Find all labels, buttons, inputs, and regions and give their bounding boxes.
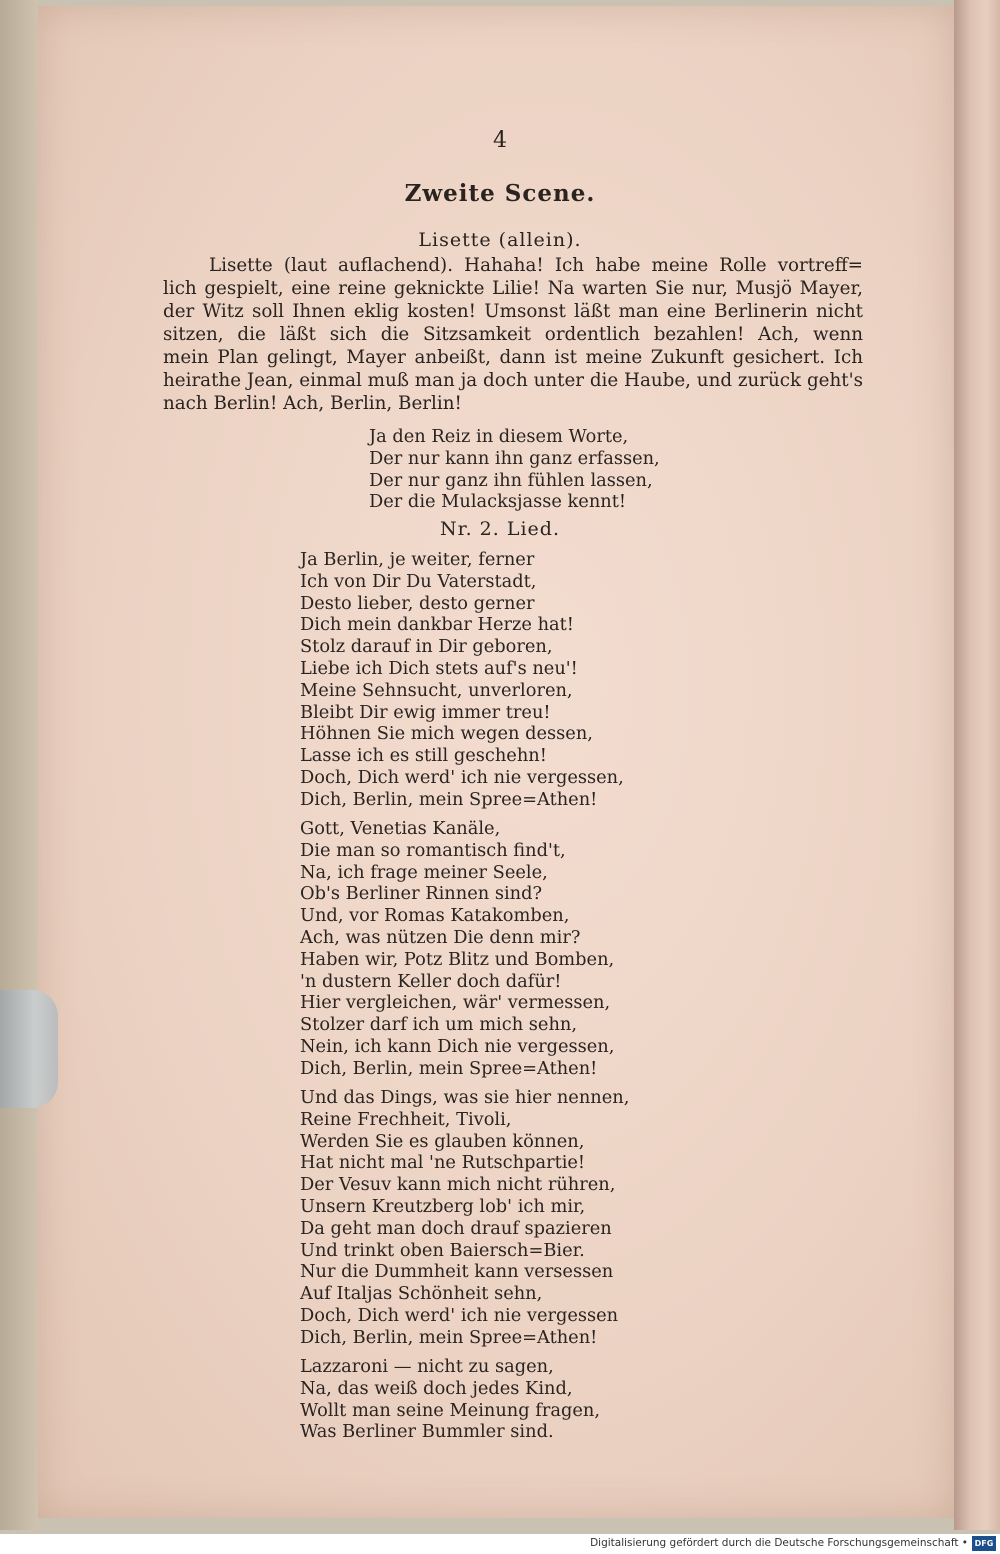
text-line: Der nur kann ihn ganz erfassen, — [369, 447, 660, 469]
text-line: Lazzaroni — nicht zu sagen, — [300, 1356, 554, 1377]
speaker-line: Lisette (allein). — [418, 229, 582, 251]
intro-verse — [369, 426, 660, 513]
text-line: Hat nicht mal 'ne Rutschpartie! — [300, 1152, 586, 1174]
text-line: Unsern Kreutzberg lob' ich mir, — [300, 1195, 586, 1217]
text-line: Was Berliner Bummler sind. — [300, 1421, 554, 1443]
text-line: Doch, Dich werd' ich nie vergessen, — [300, 766, 624, 788]
text-line: Und, vor Romas Katakomben, — [300, 905, 570, 927]
song-stanza-3 — [300, 1087, 629, 1349]
text-line: Die man so romantisch find't, — [300, 839, 566, 861]
text-line: Dich, Berlin, mein Spree=Athen! — [300, 788, 598, 810]
text-line: Doch, Dich werd' ich nie vergessen — [300, 1304, 619, 1326]
text-line: Ja den Reiz in diesem Worte, — [369, 426, 629, 447]
text-line: Na, das weiß doch jedes Kind, — [300, 1377, 573, 1399]
text-line: Reine Frechheit, Tivoli, — [300, 1108, 512, 1130]
text-line: mein Plan gelingt, Mayer anbeißt, dann ist meine Zukunft gesichert. Ich — [163, 347, 863, 368]
text-line: Der nur ganz ihn fühlen lassen, — [369, 469, 653, 491]
digitization-footer — [0, 1534, 1000, 1554]
text-line: Auf Italjas Schönheit sehn, — [300, 1283, 543, 1305]
text-line: Da geht man doch drauf spazieren — [300, 1217, 612, 1239]
text-line: Hier vergleichen, wär' vermessen, — [300, 992, 611, 1014]
text-line: Gott, Venetias Kanäle, — [300, 818, 501, 839]
text-line: Und das Dings, was sie hier nennen, — [300, 1087, 630, 1108]
text-line: Meine Sehnsucht, unverloren, — [300, 679, 573, 701]
text-line: Der die Mulacksjasse kennt! — [369, 491, 627, 513]
footer-credit: Digitalisierung gefördert durch die Deutsche Forschungsgemeinschaft • — [590, 1537, 968, 1549]
text-line: Lasse ich es still geschehn! — [300, 745, 547, 767]
text-line: Werden Sie es glauben können, — [300, 1130, 585, 1152]
text-line: lich gespielt, eine reine geknickte Lilie! Na warten Sie nur, Musjö Mayer, — [163, 278, 863, 299]
text-line: Wollt man seine Meinung fragen, — [300, 1399, 600, 1421]
text-line: Nur die Dummheit kann versessen — [300, 1261, 614, 1283]
text-line: Der Vesuv kann mich nicht rühren, — [300, 1174, 616, 1196]
text-line: Dich, Berlin, mein Spree=Athen! — [300, 1326, 598, 1348]
song-title: Nr. 2. Lied. — [439, 518, 560, 540]
scene-heading: Zweite Scene. — [404, 180, 596, 207]
text-line: sitzen, die läßt sich die Sitzsamkeit ordentlich bezahlen! Ach, wenn — [163, 324, 863, 345]
text-line: Dich mein dankbar Herze hat! — [300, 614, 574, 636]
text-line: Nein, ich kann Dich nie vergessen, — [300, 1035, 615, 1057]
text-line: Na, ich frage meiner Seele, — [300, 861, 548, 883]
song-stanza-1 — [300, 549, 624, 811]
page-number: 4 — [493, 128, 507, 153]
text-line: Ich von Dir Du Vaterstadt, — [300, 570, 537, 592]
text-line: Ach, was nützen Die denn mir? — [300, 926, 581, 948]
text-line: Stolz darauf in Dir geboren, — [300, 636, 553, 658]
text-line: Ja Berlin, je weiter, ferner — [300, 549, 535, 570]
page-clip-shadow — [0, 990, 58, 1108]
text-line: Dich, Berlin, mein Spree=Athen! — [300, 1057, 598, 1079]
song-stanza-4 — [300, 1356, 600, 1443]
song-stanza-2 — [300, 818, 614, 1080]
text-line: 'n dustern Keller doch dafür! — [300, 970, 562, 992]
text-line: Desto lieber, desto gerner — [300, 592, 535, 614]
text-line: heirathe Jean, einmal muß man ja doch unter die Haube, und zurück geht's — [163, 370, 863, 391]
text-line: Liebe ich Dich stets auf's neu'! — [300, 657, 578, 679]
monologue-paragraph — [163, 254, 863, 415]
text-line: Haben wir, Potz Blitz und Bomben, — [300, 948, 615, 970]
text-line: Ob's Berliner Rinnen sind? — [300, 883, 543, 905]
text-line: Höhnen Sie mich wegen dessen, — [300, 723, 593, 745]
text-line: der Witz soll Ihnen eklig kosten! Umsonst läßt man eine Berlinerin nicht — [163, 301, 863, 322]
text-line: Und trinkt oben Baiersch=Bier. — [300, 1239, 585, 1261]
text-line: Lisette (laut auflachend). Hahaha! Ich habe meine Rolle vortreff= — [209, 255, 863, 276]
text-line: nach Berlin! Ach, Berlin, Berlin! — [163, 393, 462, 414]
text-line: Bleibt Dir ewig immer treu! — [300, 701, 551, 723]
dfg-logo-icon: DFG — [972, 1536, 996, 1551]
text-line: Stolzer darf ich um mich sehn, — [300, 1014, 578, 1036]
